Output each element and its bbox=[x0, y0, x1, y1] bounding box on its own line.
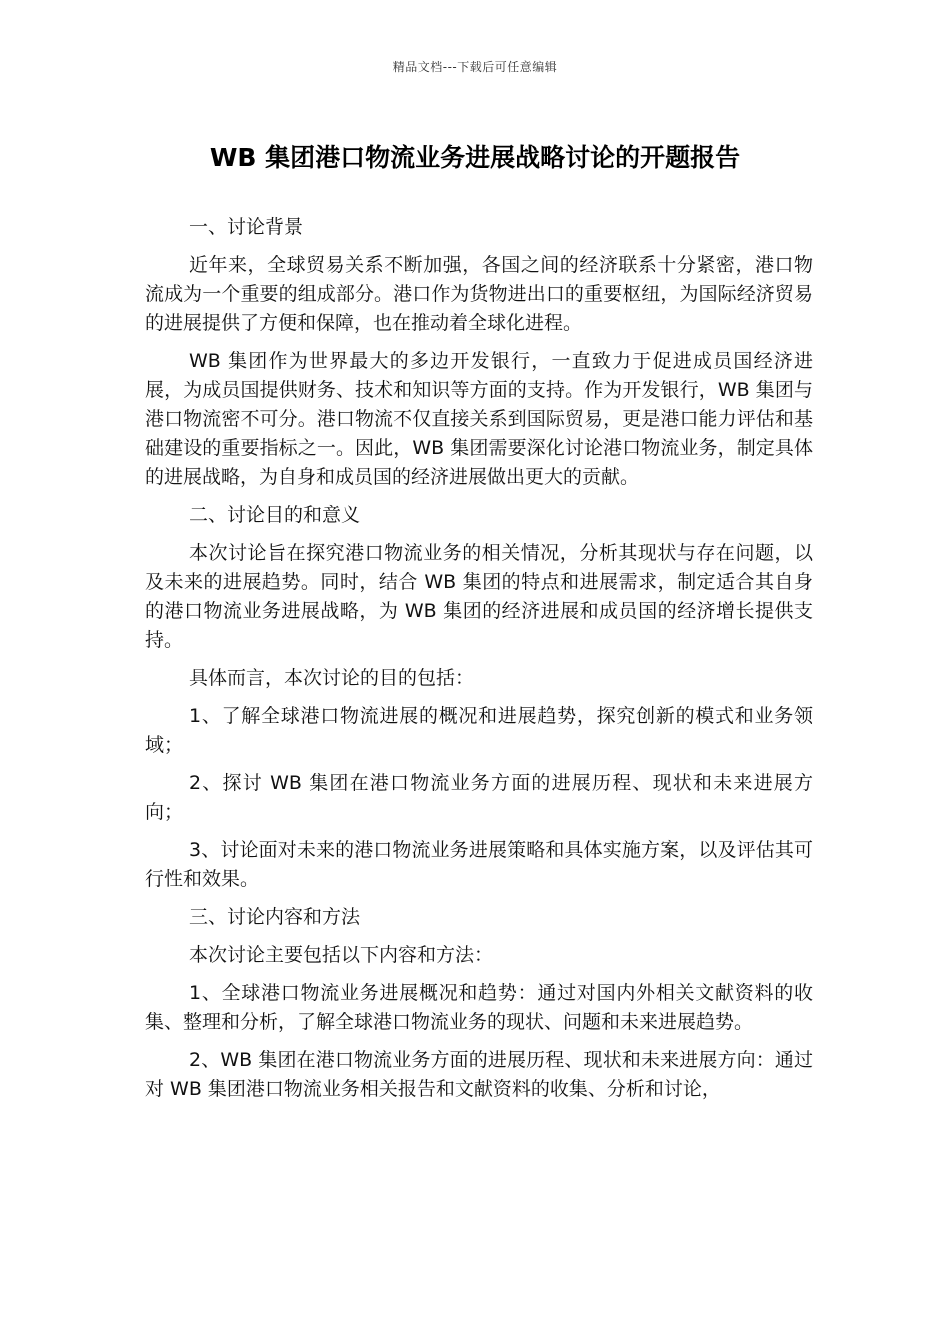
section-heading-background: 一、讨论背景 bbox=[189, 216, 304, 238]
paragraph-content-1: 本次讨论主要包括以下内容和方法： bbox=[189, 944, 494, 966]
section-heading-purpose: 二、讨论目的和意义 bbox=[189, 504, 361, 526]
list-item-purpose-3: 3、讨论面对未来的港口物流业务进展策略和具体实施方案，以及评估其可行性和效果。 bbox=[145, 839, 813, 890]
document-body bbox=[145, 213, 813, 1113]
list-item-content-2: 2、WB 集团在港口物流业务方面的进展历程、现状和未来进展方向：通过对 WB 集团港口物流业务相关报告和文献资料的收集、分析和讨论， bbox=[145, 1049, 813, 1100]
paragraph-purpose-2: 具体而言，本次讨论的目的包括： bbox=[189, 667, 475, 689]
paragraph-background-2: WB 集团作为世界最大的多边开发银行，一直致力于促进成员国经济进展，为成员国提供财务、技术和知识等方面的支持。作为开发银行，WB 集团与港口物流密不可分。港口物流不仅直接关系到国际贸易，更是港口能力评估和基础建设的重要指标之一。因此，WB 集团需要深化讨论港口物流业务，制定具体的进展战略，为自身和成员国的经济进展做出更大的贡献。 bbox=[145, 350, 813, 488]
list-item-content-1: 1、全球港口物流业务进展概况和趋势：通过对国内外相关文献资料的收集、整理和分析，了解全球港口物流业务的现状、问题和未来进展趋势。 bbox=[145, 982, 813, 1033]
document-title: WB 集团港口物流业务进展战略讨论的开题报告 bbox=[209, 143, 741, 172]
list-item-purpose-2: 2、探讨 WB 集团在港口物流业务方面的进展历程、现状和未来进展方向； bbox=[145, 772, 813, 823]
paragraph-background-1: 近年来，全球贸易关系不断加强，各国之间的经济联系十分紧密，港口物流成为一个重要的组成部分。港口作为货物进出口的重要枢纽，为国际经济贸易的进展提供了方便和保障，也在推动着全球化进程。 bbox=[145, 254, 813, 334]
list-item-purpose-1: 1、了解全球港口物流进展的概况和进展趋势，探究创新的模式和业务领域； bbox=[145, 705, 813, 756]
header-note: 精品文档---下载后可任意编辑 bbox=[392, 60, 558, 74]
paragraph-purpose-1: 本次讨论旨在探究港口物流业务的相关情况，分析其现状与存在问题，以及未来的进展趋势。同时，结合 WB 集团的特点和进展需求，制定适合其自身的港口物流业务进展战略，为 WB 集团的经济进展和成员国的经济增长提供支持。 bbox=[145, 542, 813, 651]
section-heading-content: 三、讨论内容和方法 bbox=[189, 906, 361, 928]
